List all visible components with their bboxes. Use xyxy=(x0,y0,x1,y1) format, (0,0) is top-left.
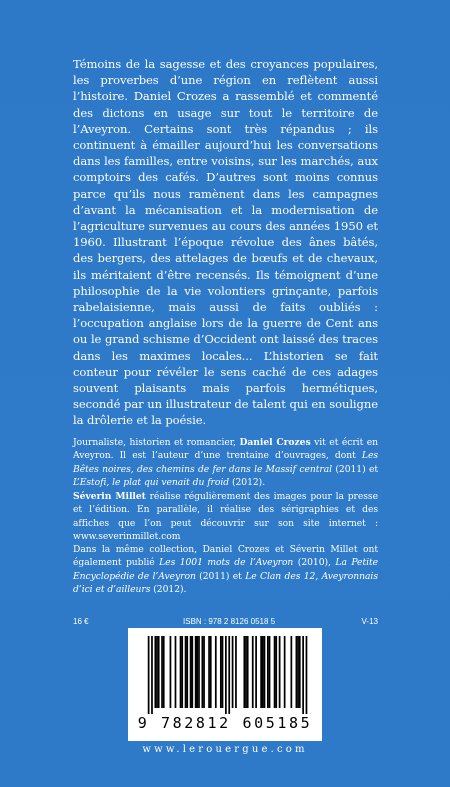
barcode-bar xyxy=(163,636,165,708)
author-name: Daniel Crozes xyxy=(239,437,311,448)
barcode-bar xyxy=(235,636,237,708)
barcode-bar xyxy=(255,636,257,708)
price-isbn-line xyxy=(73,617,378,626)
collection-text: Dans la même collection, Daniel Crozes et Séverin Millet ont également publié xyxy=(73,544,378,569)
barcode-bar xyxy=(279,636,281,708)
barcode-bar xyxy=(228,636,230,714)
barcode-bar xyxy=(220,636,222,708)
author-bio-text: vit et écrit en Aveyron. Il est l’auteur d’une trentaine d’ouvrages, dont xyxy=(73,437,378,462)
author-bio-text: (2011) et xyxy=(332,463,378,475)
barcode-bar xyxy=(158,636,160,708)
barcode-bar xyxy=(203,636,205,708)
barcode-bars xyxy=(136,636,314,714)
barcode-bar xyxy=(275,636,277,708)
illustrator-bio-text: réalise régulièrement des images pour la presse et l’édition. En parallèle, il réalise des sérigraphies et des affiches que l’on peut découvrir sur son site internet : www.severinmillet.com xyxy=(73,491,378,543)
barcode-bar xyxy=(245,636,247,708)
barcode-bar xyxy=(208,636,210,708)
barcode-bar xyxy=(290,636,292,708)
barcode-bar xyxy=(215,636,217,708)
book-title: Les Bêtes noires, des chemins de fer dans le Massif central xyxy=(73,450,378,475)
collection-text: (2011) et xyxy=(195,570,246,582)
barcode xyxy=(128,628,322,741)
barcode-bar xyxy=(252,636,254,708)
barcode-bar xyxy=(198,636,200,708)
barcode-bar xyxy=(274,636,276,708)
book-blurb xyxy=(73,56,378,429)
barcode-bar xyxy=(175,636,177,708)
barcode-bar xyxy=(269,636,271,708)
barcode-bar xyxy=(297,636,299,708)
barcode-bar xyxy=(170,636,172,708)
collection-note xyxy=(73,543,378,597)
isbn: ISBN : 978 2 8126 0518 5 xyxy=(183,617,276,626)
blurb-text: Témoins de la sagesse et des croyances populaires, les proverbes d’une région en reflètent aussi l’histoire. Daniel Crozes a rassemblé et commenté des dictons en usage sur tout le territoire de l’Aveyron. Certains sont très répandus ; ils continuent à émailler aujourd’hui les conversations dans les familles, entre voisins, sur les marchés, aux comptoirs des cafés. D’autres sont moins connus parce qu’ils nous ramènent dans les campagnes d’avant la mécanisation et la modernisation de l’agriculture survenues au cours des années 1950 et 1960. Illustrant l’époque révolue des ânes bâtés, des bergers, des attelages de bœufs et de chevaux, ils méritaient d’être recensés. Ils témoignent d’une philosophie de la vie volontiers grinçante, parfois rabelaisienne, mais aussi de faits oubliés : l’occupation anglaise lors de la guerre de Cent ans ou le grand schisme d’Occident ont laissé des traces dans les maximes locales... L’historien se fait conteur pour révéler le sens caché de ces adages souvent plaisants mais parfois hermétiques, secondé par un illustrateur de talent qui en souligne la drôlerie et la poésie. xyxy=(73,57,378,428)
author-bio-text: (2012). xyxy=(229,477,266,489)
barcode-bar xyxy=(191,636,193,708)
barcode-bar xyxy=(299,636,301,708)
barcode-bar xyxy=(260,636,262,708)
book-title: La Petite Encyclopédie de l’Aveyron xyxy=(73,557,379,582)
barcode-number: 9 782812 605185 xyxy=(137,714,313,732)
author-bio xyxy=(73,436,378,490)
book-title: Les 1001 mots de l’Aveyron xyxy=(159,557,294,569)
barcode-bar xyxy=(262,636,264,708)
illustrator-name: Séverin Millet xyxy=(73,491,146,502)
book-title: L’Estofi, le plat qui venait du froid xyxy=(73,477,230,489)
barcode-bar xyxy=(296,636,298,708)
edition-code: V-13 xyxy=(361,617,378,626)
author-bio-text: Journaliste, historien et romancier, xyxy=(73,437,240,448)
barcode-bar xyxy=(156,636,158,708)
barcode-bar xyxy=(222,636,224,708)
barcode-bar xyxy=(210,636,212,708)
publisher-website: www.lerouergue.com xyxy=(142,744,308,755)
barcode-bar xyxy=(180,636,182,708)
collection-text: (2012). xyxy=(150,584,187,596)
barcode-bar xyxy=(196,636,198,708)
price: 16 € xyxy=(73,617,89,626)
barcode-bar xyxy=(154,636,156,708)
barcode-bar xyxy=(161,636,163,708)
barcode-bar xyxy=(201,636,203,708)
barcode-bar xyxy=(185,636,187,708)
book-title: Le Clan des 12, Aveyronnais d’ici et d’ailleurs xyxy=(73,570,378,596)
barcode-bar xyxy=(302,636,304,714)
barcode-bar xyxy=(243,636,245,708)
barcode-bar xyxy=(190,636,192,708)
barcode-bar xyxy=(225,636,227,714)
barcode-bar xyxy=(186,636,188,708)
barcode-bar xyxy=(247,636,249,708)
barcode-bar xyxy=(232,636,234,708)
barcode-bar xyxy=(306,636,308,714)
barcode-bar xyxy=(148,636,150,714)
barcode-bar xyxy=(195,636,197,708)
barcode-bar xyxy=(284,636,286,708)
barcode-bar xyxy=(264,636,266,708)
collection-text: (2010), xyxy=(293,557,336,569)
barcode-bar xyxy=(181,636,183,708)
barcode-bar xyxy=(267,636,269,708)
barcode-bar xyxy=(151,636,153,714)
illustrator-bio xyxy=(73,490,378,544)
